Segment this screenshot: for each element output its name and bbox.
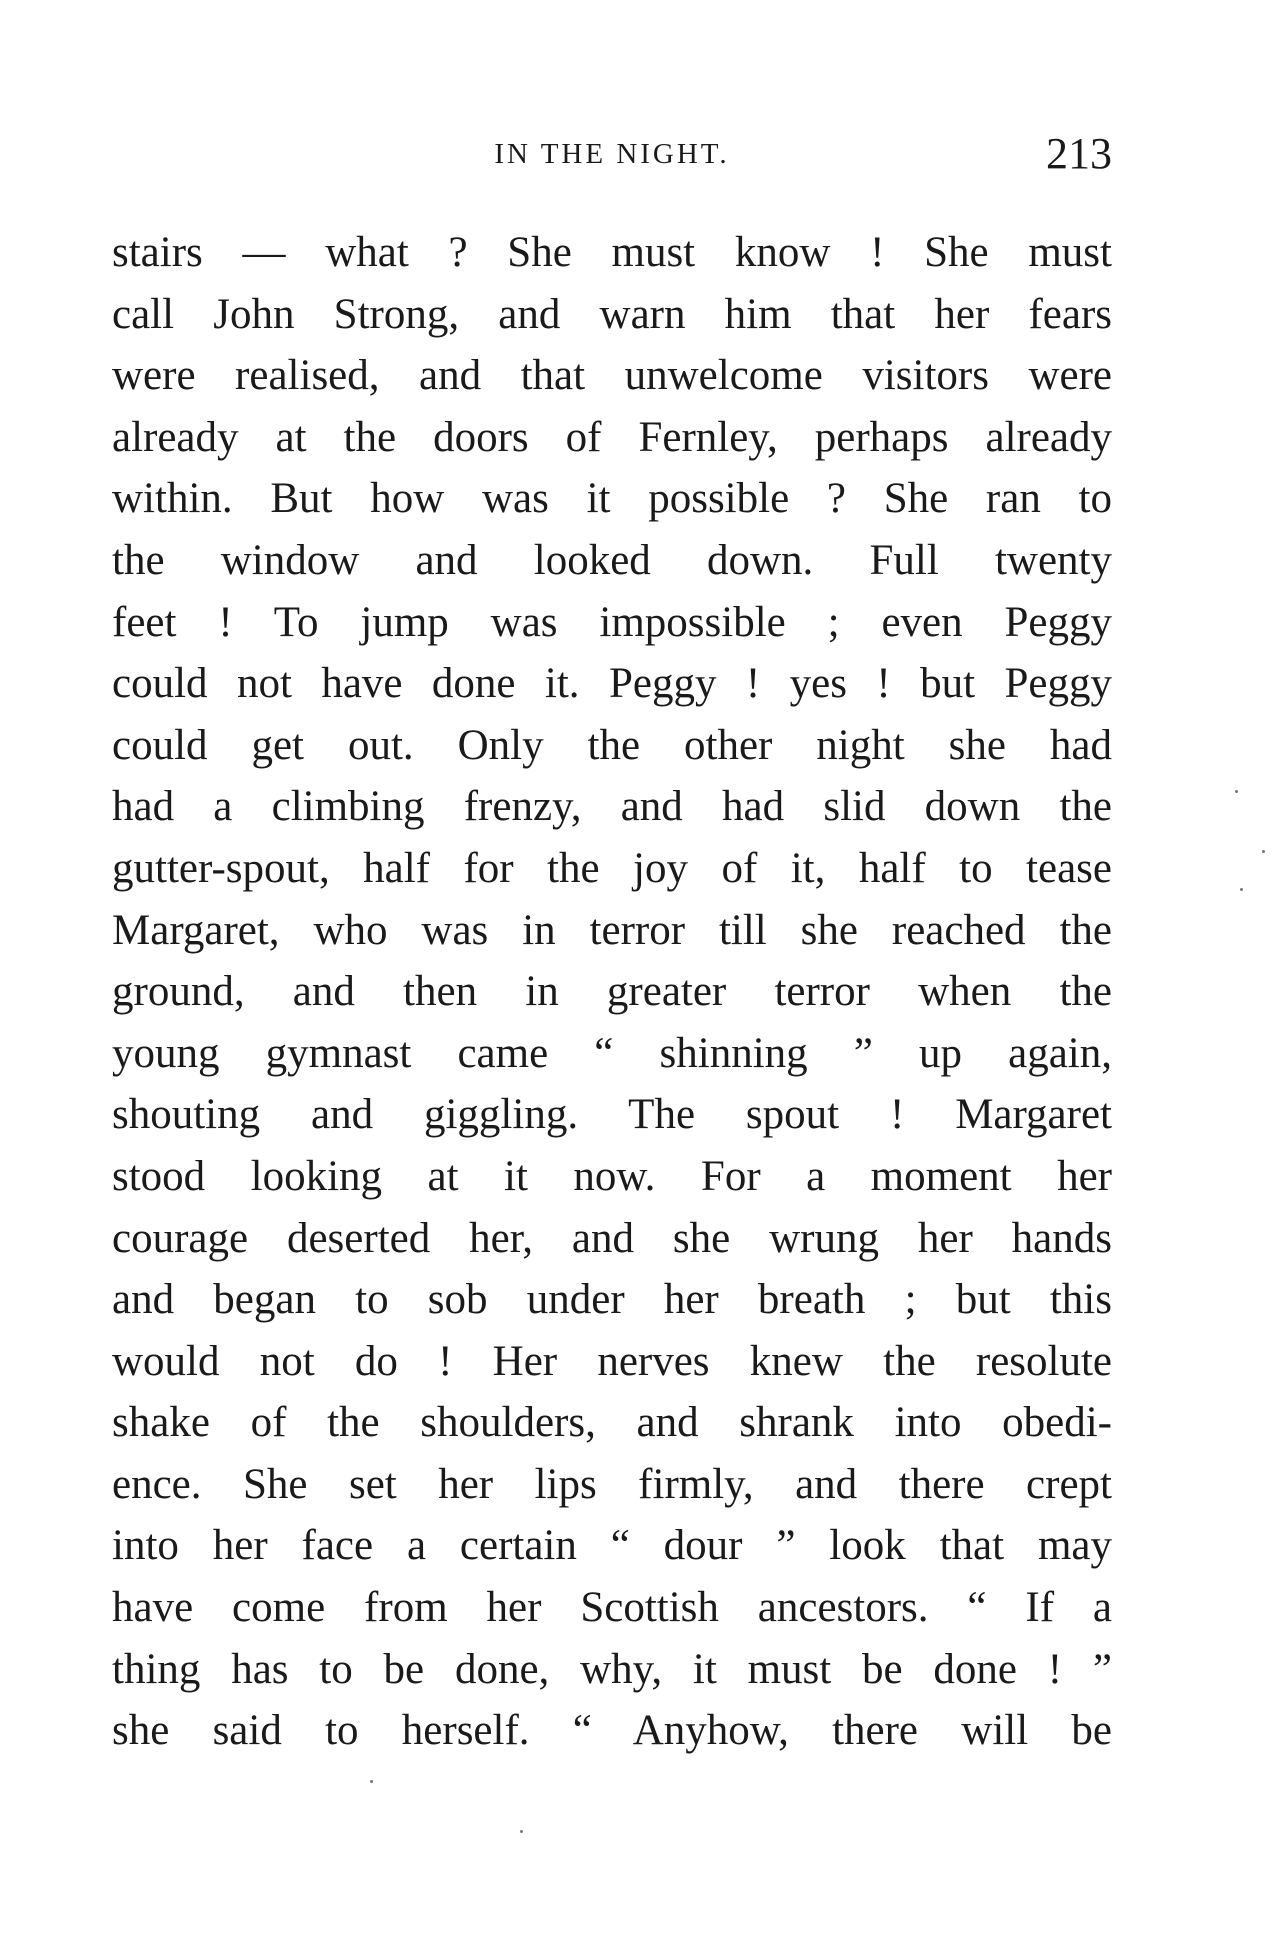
text-line: could get out. Only the other night she had <box>112 721 1112 769</box>
paper-speck <box>1235 790 1238 793</box>
text-line: feet ! To jump was impossible ; even Peggy <box>112 598 1112 646</box>
text-line: ence. She set her lips firmly, and there crept <box>112 1460 1112 1508</box>
running-head: IN THE NIGHT. <box>494 138 730 170</box>
paper-speck <box>1262 850 1265 853</box>
text-line: the window and looked down. Full twenty <box>112 536 1112 584</box>
text-line: gutter-spout, half for the joy of it, half to tease <box>112 844 1112 892</box>
text-line: call John Strong, and warn him that her fears <box>112 290 1112 338</box>
text-line: courage deserted her, and she wrung her hands <box>112 1214 1112 1262</box>
body-text <box>112 222 1112 1762</box>
text-line: would not do ! Her nerves knew the resolute <box>112 1337 1112 1385</box>
text-line: within. But how was it possible ? She ran to <box>112 475 1112 523</box>
text-line: could not have done it. Peggy ! yes ! but Peggy <box>112 660 1112 708</box>
paper-speck <box>370 1780 373 1783</box>
text-line: and began to sob under her breath ; but this <box>112 1276 1112 1324</box>
text-line: thing has to be done, why, it must be done ! ” <box>112 1645 1112 1693</box>
text-line: Margaret, who was in terror till she reached the <box>112 906 1112 954</box>
text-line: ground, and then in greater terror when the <box>112 968 1112 1016</box>
text-line: had a climbing frenzy, and had slid down the <box>112 783 1112 831</box>
text-line: have come from her Scottish ancestors. “ If a <box>112 1584 1112 1632</box>
page-header <box>112 128 1112 178</box>
text-line: she said to herself. “ Anyhow, there will be <box>112 1707 1112 1755</box>
page-number: 213 <box>1046 129 1112 178</box>
text-line: shouting and giggling. The spout ! Margaret <box>112 1091 1112 1139</box>
text-line: young gymnast came “ shinning ” up again, <box>112 1029 1112 1077</box>
paper-speck <box>1240 888 1243 891</box>
text-line: already at the doors of Fernley, perhaps already <box>112 413 1112 461</box>
text-line: were realised, and that unwelcome visitors were <box>112 352 1112 400</box>
text-line: into her face a certain “ dour ” look that may <box>112 1522 1112 1570</box>
paper-speck <box>520 1830 523 1833</box>
text-line: shake of the shoulders, and shrank into obedi- <box>112 1399 1112 1447</box>
text-line: stood looking at it now. For a moment her <box>112 1152 1112 1200</box>
text-line: stairs — what ? She must know ! She must <box>112 229 1112 276</box>
